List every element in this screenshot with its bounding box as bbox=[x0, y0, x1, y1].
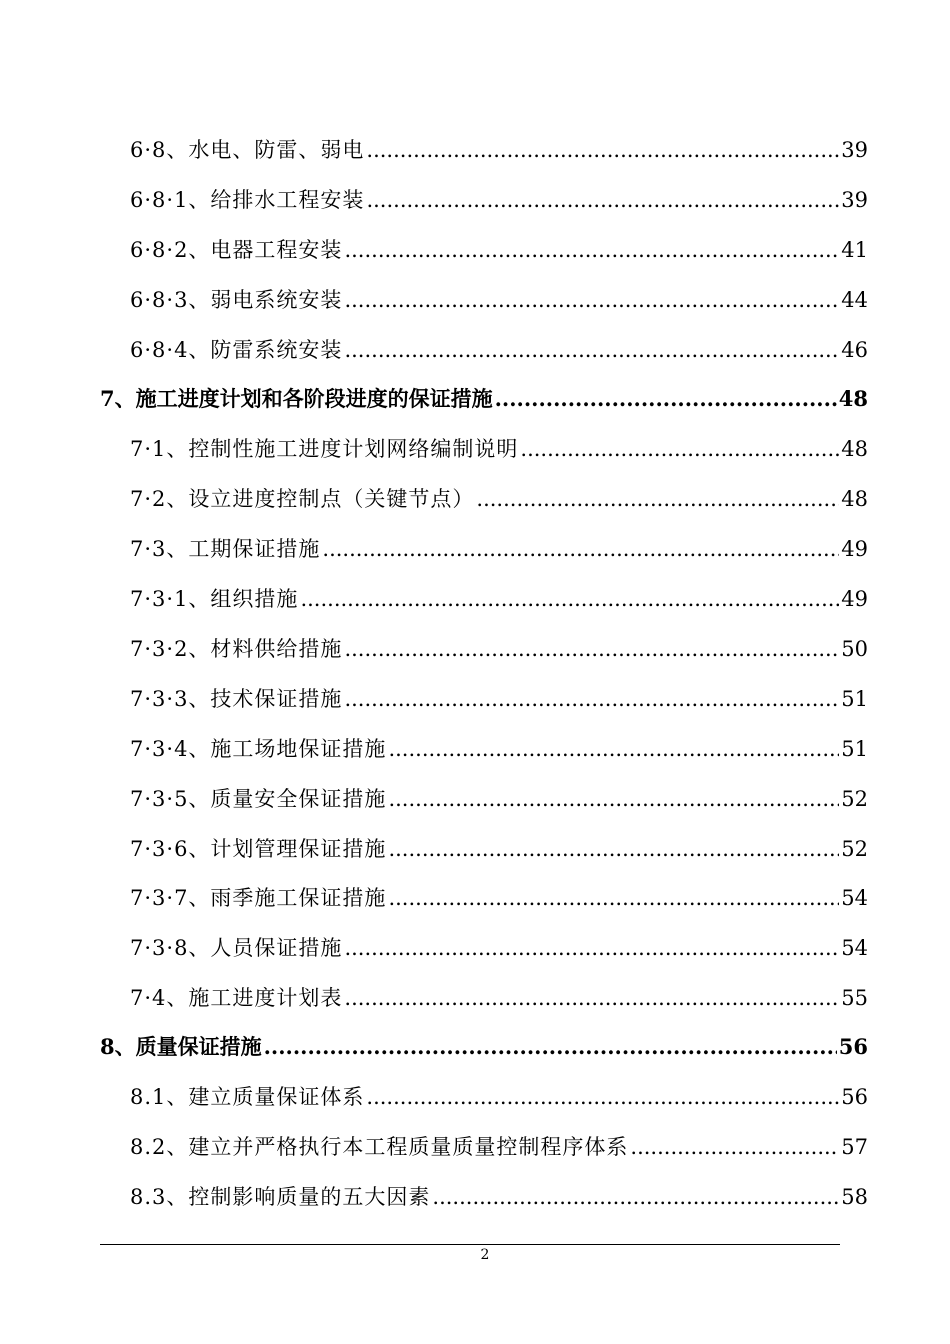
toc-entry[interactable] bbox=[130, 481, 868, 517]
toc-entry-page: 39 bbox=[841, 188, 868, 212]
toc-entry-label: 6·8·1、给排水工程安装 bbox=[130, 188, 365, 212]
toc-dot-leader bbox=[388, 731, 839, 767]
toc-entry-page: 46 bbox=[841, 338, 868, 362]
toc-entry-label: 7·3·3、技术保证措施 bbox=[130, 687, 343, 711]
toc-entry-page: 48 bbox=[841, 437, 868, 461]
toc-entry-page: 44 bbox=[841, 288, 868, 312]
toc-entry-label: 7·3、工期保证措施 bbox=[130, 537, 321, 561]
toc-dot-leader bbox=[344, 282, 839, 318]
toc-dot-leader bbox=[495, 381, 837, 417]
toc-dot-leader bbox=[344, 930, 839, 966]
toc-entry-page: 57 bbox=[841, 1135, 868, 1159]
toc-dot-leader bbox=[366, 182, 839, 218]
toc-entry[interactable] bbox=[130, 132, 868, 168]
toc-entry[interactable] bbox=[130, 1129, 868, 1165]
footer-divider bbox=[100, 1244, 840, 1245]
toc-dot-leader bbox=[344, 332, 839, 368]
toc-entry[interactable] bbox=[130, 1079, 868, 1115]
toc-entry-label: 6·8、水电、防雷、弱电 bbox=[130, 138, 365, 162]
toc-entry-label: 7·3·7、雨季施工保证措施 bbox=[130, 886, 387, 910]
toc-entry-page: 51 bbox=[841, 737, 868, 761]
toc-entry-page: 41 bbox=[841, 238, 868, 262]
toc-entry-page: 49 bbox=[841, 587, 868, 611]
toc-entry-label: 6·8·4、防雷系统安装 bbox=[130, 338, 343, 362]
toc-dot-leader bbox=[388, 880, 839, 916]
toc-dot-leader bbox=[264, 1029, 837, 1065]
toc-dot-leader bbox=[366, 132, 839, 168]
toc-entry-label: 7·3·5、质量安全保证措施 bbox=[130, 787, 387, 811]
toc-entry-page: 56 bbox=[838, 1034, 868, 1059]
toc-entry-label: 7·3·2、材料供给措施 bbox=[130, 637, 343, 661]
toc-entry[interactable] bbox=[130, 431, 868, 467]
toc-entry-label: 8.2、建立并严格执行本工程质量质量控制程序体系 bbox=[130, 1135, 629, 1159]
toc-dot-leader bbox=[388, 831, 839, 867]
toc-entry[interactable] bbox=[130, 332, 868, 368]
toc-entry[interactable] bbox=[130, 232, 868, 268]
toc-entry-page: 55 bbox=[841, 986, 868, 1010]
toc-dot-leader bbox=[520, 431, 839, 467]
toc-entry[interactable] bbox=[130, 581, 868, 617]
toc-entry-label: 7·1、控制性施工进度计划网络编制说明 bbox=[130, 437, 519, 461]
page-number: 2 bbox=[480, 1247, 490, 1263]
toc-entry-label: 7·3·6、计划管理保证措施 bbox=[130, 837, 387, 861]
toc-entry[interactable] bbox=[130, 781, 868, 817]
toc-entry[interactable] bbox=[130, 880, 868, 916]
toc-chapter-entry[interactable] bbox=[100, 1029, 868, 1065]
toc-entry-label: 6·8·2、电器工程安装 bbox=[130, 238, 343, 262]
toc-entry[interactable] bbox=[130, 531, 868, 567]
toc-entry-label: 8.3、控制影响质量的五大因素 bbox=[130, 1185, 431, 1209]
toc-entry[interactable] bbox=[130, 980, 868, 1016]
toc-dot-leader bbox=[322, 531, 839, 567]
toc-entry-label: 6·8·3、弱电系统安装 bbox=[130, 288, 343, 312]
toc-entry-label: 7、施工进度计划和各阶段进度的保证措施 bbox=[100, 386, 493, 411]
toc-entry-page: 52 bbox=[841, 837, 868, 861]
toc-entry-page: 56 bbox=[841, 1085, 868, 1109]
toc-entry-label: 8、质量保证措施 bbox=[100, 1034, 262, 1059]
toc-entry[interactable] bbox=[130, 930, 868, 966]
toc-entry-page: 39 bbox=[841, 138, 868, 162]
toc-entry[interactable] bbox=[130, 631, 868, 667]
toc-entry-page: 49 bbox=[841, 537, 868, 561]
toc-entry[interactable] bbox=[130, 681, 868, 717]
toc-dot-leader bbox=[476, 481, 839, 517]
toc-entry-label: 8.1、建立质量保证体系 bbox=[130, 1085, 365, 1109]
toc-entry-label: 7·3·8、人员保证措施 bbox=[130, 936, 343, 960]
toc-entry[interactable] bbox=[130, 831, 868, 867]
toc-dot-leader bbox=[630, 1129, 839, 1165]
toc-chapter-entry[interactable] bbox=[100, 381, 868, 417]
toc-entry-label: 7·3·1、组织措施 bbox=[130, 587, 299, 611]
toc-entry-page: 52 bbox=[841, 787, 868, 811]
toc-entry[interactable] bbox=[130, 1179, 868, 1215]
toc-entry-label: 7·2、设立进度控制点（关键节点） bbox=[130, 487, 475, 511]
toc-dot-leader bbox=[366, 1079, 839, 1115]
toc-dot-leader bbox=[344, 631, 839, 667]
toc-entry-page: 48 bbox=[838, 386, 868, 411]
toc-entry-page: 50 bbox=[841, 637, 868, 661]
toc-entry-label: 7·4、施工进度计划表 bbox=[130, 986, 343, 1010]
toc-entry[interactable] bbox=[130, 282, 868, 318]
toc-entry-page: 51 bbox=[841, 687, 868, 711]
toc-entry-page: 48 bbox=[841, 487, 868, 511]
toc-entry[interactable] bbox=[130, 182, 868, 218]
toc-dot-leader bbox=[344, 681, 839, 717]
toc-dot-leader bbox=[432, 1179, 839, 1215]
toc-dot-leader bbox=[300, 581, 839, 617]
toc-entry-page: 58 bbox=[841, 1185, 868, 1209]
toc-dot-leader bbox=[344, 980, 839, 1016]
toc-entry-page: 54 bbox=[841, 936, 868, 960]
toc-entry-label: 7·3·4、施工场地保证措施 bbox=[130, 737, 387, 761]
toc-dot-leader bbox=[388, 781, 839, 817]
toc-entry[interactable] bbox=[130, 731, 868, 767]
toc-dot-leader bbox=[344, 232, 839, 268]
toc-entry-page: 54 bbox=[841, 886, 868, 910]
